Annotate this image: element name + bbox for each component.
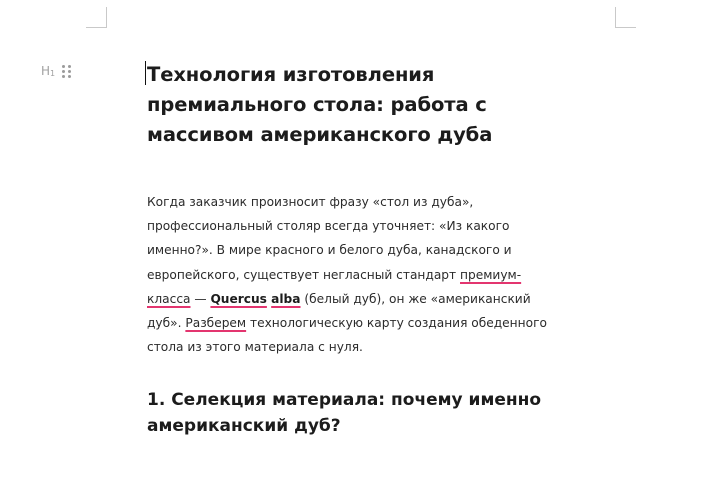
text-caret xyxy=(145,61,146,85)
intro-text: (белый дуб), он же «американский xyxy=(300,291,531,306)
intro-line-6 xyxy=(147,311,565,335)
page-margin-corner-left xyxy=(86,7,107,28)
spellcheck-flagged-bold-word[interactable]: alba xyxy=(271,291,301,306)
title-line-1: Технология изготовления xyxy=(147,63,435,86)
spellcheck-flagged-word[interactable]: Разберем xyxy=(185,316,247,331)
intro-line-5 xyxy=(147,287,565,311)
document-title[interactable] xyxy=(147,60,572,150)
intro-text: европейского, существует негласный стандарт xyxy=(147,267,461,282)
spellcheck-flagged-bold-word[interactable]: Quercus xyxy=(210,291,267,306)
spellcheck-flagged-word[interactable]: премиум- xyxy=(460,267,522,282)
section-heading-line-1: 1. Селекция материала: почему именно xyxy=(147,390,542,411)
intro-line-1: Когда заказчик произносит фразу «стол из дуба», xyxy=(147,195,474,209)
heading-level-letter: H xyxy=(41,64,51,78)
heading-level-number: 1 xyxy=(50,69,56,78)
heading-level-indicator[interactable] xyxy=(41,64,55,78)
title-line-3: массивом американского дуба xyxy=(147,123,493,146)
intro-line-7: стола из этого материала с нуля. xyxy=(147,340,363,355)
section-heading-line-2: американский дуб? xyxy=(147,416,341,437)
section-heading[interactable] xyxy=(147,387,572,439)
intro-line-3: именно?». В мире красного и белого дуба, канадского и xyxy=(147,243,512,258)
title-line-2: премиального стола: работа с xyxy=(147,93,487,116)
intro-text: технологическую карту создания обеденного xyxy=(246,316,547,331)
document-body[interactable] xyxy=(147,60,572,439)
intro-line-4 xyxy=(147,263,565,287)
block-gutter xyxy=(41,64,71,78)
intro-text: дуб». xyxy=(147,316,186,331)
intro-text: — xyxy=(190,291,211,306)
intro-paragraph[interactable] xyxy=(147,190,565,359)
spellcheck-flagged-word[interactable]: класса xyxy=(147,291,191,306)
drag-handle-icon[interactable] xyxy=(62,65,71,78)
intro-line-2: профессиональный столяр всегда уточняет: «Из какого xyxy=(147,219,510,234)
page-margin-corner-right xyxy=(615,7,636,28)
